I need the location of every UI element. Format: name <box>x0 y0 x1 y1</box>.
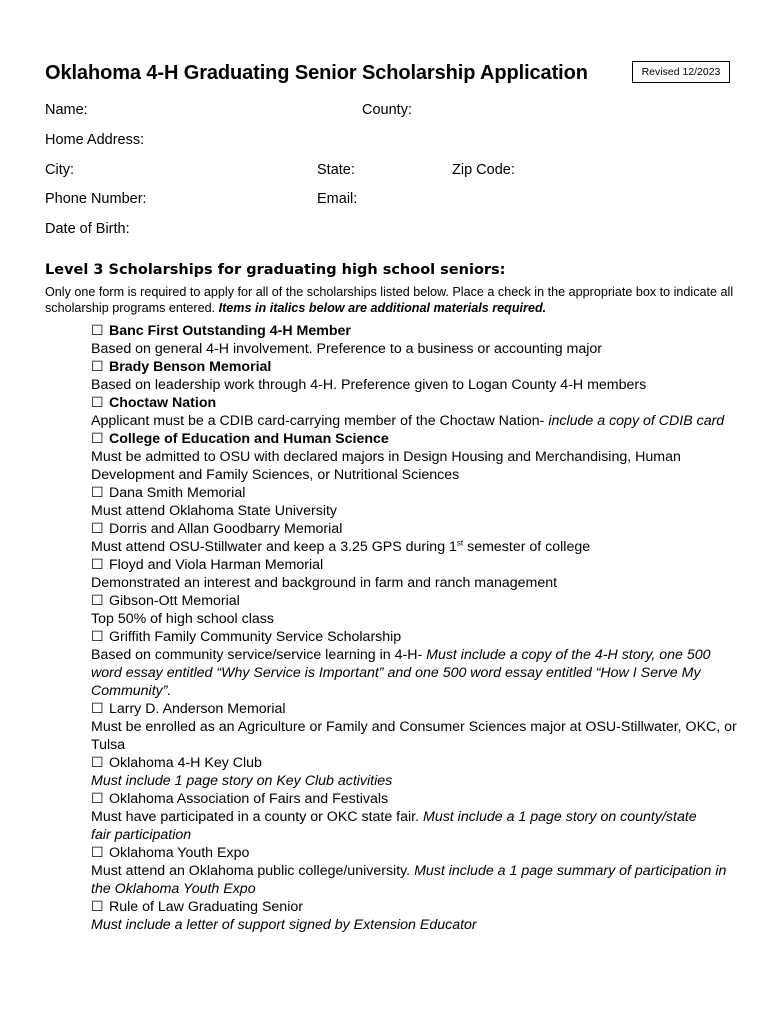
scholarship-name: Floyd and Viola Harman Memorial <box>108 557 324 573</box>
scholarship-description: Must have participated in a county or OKC state fair. Must include a 1 page story on county/state fair participation <box>91 809 697 843</box>
checkbox-icon[interactable]: ☐ <box>91 395 104 411</box>
checkbox-icon[interactable]: ☐ <box>91 593 104 609</box>
checkbox-icon[interactable]: ☐ <box>91 899 104 915</box>
scholarship-name: Oklahoma Association of Fairs and Festivals <box>108 791 389 807</box>
phone-number-label: Phone Number: <box>45 191 147 207</box>
email-label: Email: <box>317 191 358 207</box>
scholarship-description: Must be admitted to OSU with declared majors in Design Housing and Merchandising, Human Development and Family Sciences, or Nutritional Sciences <box>91 449 681 483</box>
scholarship-item[interactable] <box>91 430 741 448</box>
section-heading: Level 3 Scholarships for graduating high school seniors: <box>45 262 506 278</box>
state-label: State: <box>317 162 355 178</box>
county-label: County: <box>362 102 412 118</box>
scholarship-name: Dorris and Allan Goodbarry Memorial <box>108 521 343 537</box>
intro-emphasis: Items in italics below are additional materials required. <box>218 301 547 315</box>
checkbox-icon[interactable]: ☐ <box>91 521 104 537</box>
checkbox-icon[interactable]: ☐ <box>91 845 104 861</box>
scholarship-name: Brady Benson Memorial <box>108 359 272 375</box>
required-materials: Must include a 1 page story on county/state <box>423 809 697 825</box>
scholarship-list <box>91 322 741 934</box>
revision-badge: Revised 12/2023 <box>632 61 730 83</box>
checkbox-icon[interactable]: ☐ <box>91 431 104 447</box>
scholarship-name: Gibson-Ott Memorial <box>108 593 240 609</box>
scholarship-item[interactable] <box>91 898 741 916</box>
scholarship-description: Must attend an Oklahoma public college/university. Must include a 1 page summary of participation in the Oklahoma Youth Expo <box>91 863 727 897</box>
page-title: Oklahoma 4-H Graduating Senior Scholarship Application <box>45 62 588 84</box>
checkbox-icon[interactable]: ☐ <box>91 701 104 717</box>
home-address-label: Home Address: <box>45 132 145 148</box>
scholarship-name: Oklahoma 4-H Key Club <box>108 755 262 771</box>
checkbox-icon[interactable]: ☐ <box>91 791 104 807</box>
scholarship-description <box>91 916 741 934</box>
scholarship-description: Based on leadership work through 4-H. Preference given to Logan County 4-H members <box>91 377 647 393</box>
scholarship-item[interactable] <box>91 790 741 808</box>
zip-code-label: Zip Code: <box>452 162 515 178</box>
checkbox-icon[interactable]: ☐ <box>91 485 104 501</box>
scholarship-description: Top 50% of high school class <box>91 611 274 627</box>
city-label: City: <box>45 162 74 178</box>
scholarship-name: Griffith Family Community Service Scholarship <box>108 629 402 645</box>
scholarship-name: College of Education and Human Science <box>108 431 389 447</box>
scholarship-description: Must attend OSU-Stillwater and keep a 3.25 GPS during 1st semester of college <box>91 538 591 555</box>
required-materials: Must include a letter of support signed by Extension Educator <box>91 917 477 933</box>
required-materials: Must include a copy of the 4-H story, one 500 word essay entitled “Why Service is Important” and one 500 word essay entitled “How I Serve My Community”. <box>91 647 711 699</box>
scholarship-item[interactable] <box>91 592 741 610</box>
scholarship-name: Rule of Law Graduating Senior <box>108 899 303 915</box>
scholarship-description: Applicant must be a CDIB card-carrying member of the Choctaw Nation- include a copy of CDIB card <box>91 413 725 429</box>
scholarship-description: Based on general 4-H involvement. Preference to a business or accounting major <box>91 341 603 357</box>
scholarship-description: Must attend Oklahoma State University <box>91 503 338 519</box>
scholarship-item[interactable] <box>91 520 741 538</box>
scholarship-name: Oklahoma Youth Expo <box>108 845 250 861</box>
scholarship-item[interactable] <box>91 700 741 718</box>
checkbox-icon[interactable]: ☐ <box>91 755 104 771</box>
required-materials: Must include a 1 page summary of participation in the Oklahoma Youth Expo <box>91 863 727 897</box>
checkbox-icon[interactable]: ☐ <box>91 323 104 339</box>
scholarship-item[interactable] <box>91 358 741 376</box>
scholarship-item[interactable] <box>91 556 741 574</box>
date-of-birth-label: Date of Birth: <box>45 221 130 237</box>
scholarship-name: Choctaw Nation <box>108 395 217 411</box>
scholarship-name: Banc First Outstanding 4-H Member <box>108 323 351 339</box>
scholarship-item[interactable] <box>91 394 741 412</box>
intro-text: Only one form is required to apply for all of the scholarships listed below. Place a check in the appropriate box to indicate all scholarship programs entered. <box>45 285 734 315</box>
scholarship-item[interactable] <box>91 628 741 646</box>
scholarship-description: Must be enrolled as an Agriculture or Family and Consumer Sciences major at OSU-Stillwater, OKC, or Tulsa <box>91 719 737 753</box>
scholarship-item[interactable] <box>91 844 741 862</box>
required-materials: fair participation <box>91 827 192 843</box>
checkbox-icon[interactable]: ☐ <box>91 359 104 375</box>
scholarship-description <box>91 772 741 790</box>
checkbox-icon[interactable]: ☐ <box>91 557 104 573</box>
scholarship-name: Dana Smith Memorial <box>108 485 246 501</box>
section-intro <box>45 284 735 316</box>
name-label: Name: <box>45 102 88 118</box>
scholarship-item[interactable] <box>91 484 741 502</box>
ordinal-suffix: st <box>456 538 464 548</box>
scholarship-item[interactable] <box>91 322 741 340</box>
scholarship-description: Demonstrated an interest and background in farm and ranch management <box>91 575 558 591</box>
scholarship-item[interactable] <box>91 754 741 772</box>
required-materials: include a copy of CDIB card <box>548 413 725 429</box>
scholarship-description: Based on community service/service learning in 4-H- Must include a copy of the 4-H story, one 500 word essay entitled “Why Service is Important” and one 500 word essay entitled “How I Serve My Community”. <box>91 647 711 699</box>
checkbox-icon[interactable]: ☐ <box>91 629 104 645</box>
required-materials: Must include 1 page story on Key Club activities <box>91 773 393 789</box>
scholarship-name: Larry D. Anderson Memorial <box>108 701 286 717</box>
